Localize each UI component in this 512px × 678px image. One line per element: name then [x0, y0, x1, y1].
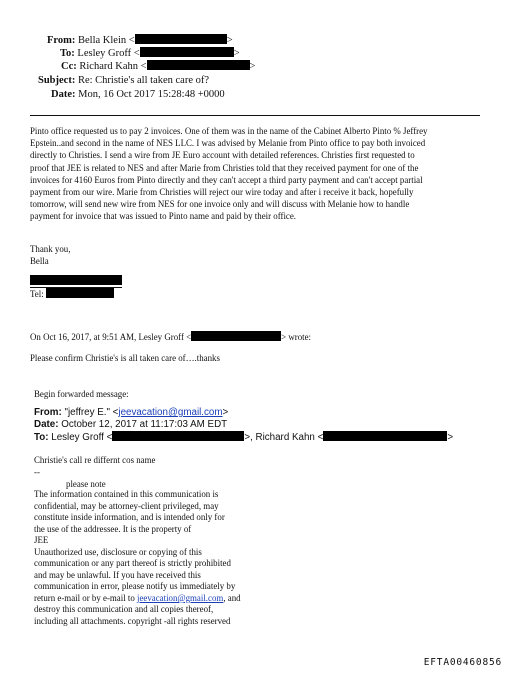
header-to: To: Lesley Groff < >	[60, 48, 240, 59]
disclaimer-line: The information contained in this communication is	[34, 489, 219, 499]
forwarded-label: Begin forwarded message:	[34, 389, 129, 399]
quote-message: Please confirm Christie's is all taken care of….thanks	[30, 353, 220, 363]
disclaimer-line: communication in error, please notify us immediately by	[34, 581, 236, 591]
disclaimer-line: and may be unlawful. If you have received this	[34, 569, 201, 580]
signature-dashes: --	[34, 467, 40, 477]
paragraph-line: payment from our wire. Marie from Christies will reject our wire today and after i receive it back, hopefully	[30, 187, 414, 198]
fwd-date: Date: October 12, 2017 at 11:17:03 AM EDT	[34, 419, 228, 430]
paragraph-line: Epstein..and second in the name of NES LLC. I was advised by Melanie from Pinto office to pay both invoiced	[30, 138, 426, 149]
paragraph-line: tomorrow, will send new wire from NES for one invoice only and will discuss with Melanie how to handle	[30, 199, 410, 210]
thanks-line: Thank you,	[30, 244, 71, 254]
paragraph-line: proof that JEE is related to NES and after Marie from Christies told that they received payment for one of the	[30, 162, 419, 173]
redaction-box	[135, 34, 227, 44]
message-paragraph	[30, 125, 427, 223]
paragraph-line: directly to Christies. I send a wire from JE Euro account with detailed references. Christies first requested to	[30, 150, 415, 161]
header-cc: Cc: Richard Kahn < >	[61, 61, 256, 72]
disclaimer-closing	[34, 604, 230, 627]
redaction-box	[323, 431, 447, 441]
fwd-to: To: Lesley Groff < >, Richard Kahn < >	[34, 432, 454, 443]
redaction-box	[46, 288, 114, 298]
disclaimer-line: the use of the addressee. It is the property of	[34, 523, 192, 534]
paragraph-line: Pinto office requested us to pay 2 invoices. One of them was in the name of the Cabinet Alberto Pinto % Jeffrey	[30, 126, 428, 136]
please-note: please note	[66, 479, 106, 489]
header-subject: Subject: Re: Christie's all taken care of?	[38, 75, 210, 86]
header-from: From: Bella Klein < >	[47, 35, 233, 46]
disclaimer-line: including all attachments. copyright -all rights reserved	[34, 615, 231, 626]
disclaimer-line: destroy this communication and all copies thereof,	[34, 604, 214, 614]
disclaimer-line: communication or any part thereof is strictly prohibited	[34, 558, 231, 568]
redaction-box	[191, 331, 281, 341]
redaction-box	[147, 60, 250, 70]
disclaimer-block	[34, 489, 235, 593]
paragraph-line: invoices for 4160 Euros from Pinto directly and they can't accept a third party payment and can't accept partial	[30, 174, 423, 185]
redaction-box	[30, 275, 122, 285]
disclaimer-return-line: return e-mail or by e-mail to jeevacation@gmail.com, and	[34, 593, 241, 603]
disclaimer-line: Unauthorized use, disclosure or copying of this	[34, 546, 202, 557]
disclaimer-line: constitute inside information, and is intended only for	[34, 512, 225, 522]
disclaimer-line: JEE	[34, 535, 49, 545]
redaction-box	[140, 47, 234, 57]
fwd-body-line: Christie's call re differnt cos name	[34, 455, 156, 465]
paragraph-line: payment for invoice that was issued to Pinto name and paid by their office.	[30, 211, 297, 222]
header-divider	[30, 115, 480, 116]
tel-line: Tel:	[30, 288, 114, 300]
header-date: Date: Mon, 16 Oct 2017 15:28:48 +0000	[51, 89, 225, 100]
fwd-from: From: "jeffrey E." <jeevacation@gmail.com>	[34, 407, 229, 418]
return-email-link[interactable]: jeevacation@gmail.com	[137, 593, 224, 603]
disclaimer-line: confidential, may be attorney-client privileged, may	[34, 500, 219, 511]
fwd-from-email-link[interactable]: jeevacation@gmail.com	[118, 407, 223, 418]
quote-intro: On Oct 16, 2017, at 9:51 AM, Lesley Groff < > wrote:	[30, 332, 312, 342]
bates-number: EFTA00460856	[423, 657, 502, 668]
redaction-box	[112, 431, 244, 441]
signature-name: Bella	[30, 256, 49, 266]
